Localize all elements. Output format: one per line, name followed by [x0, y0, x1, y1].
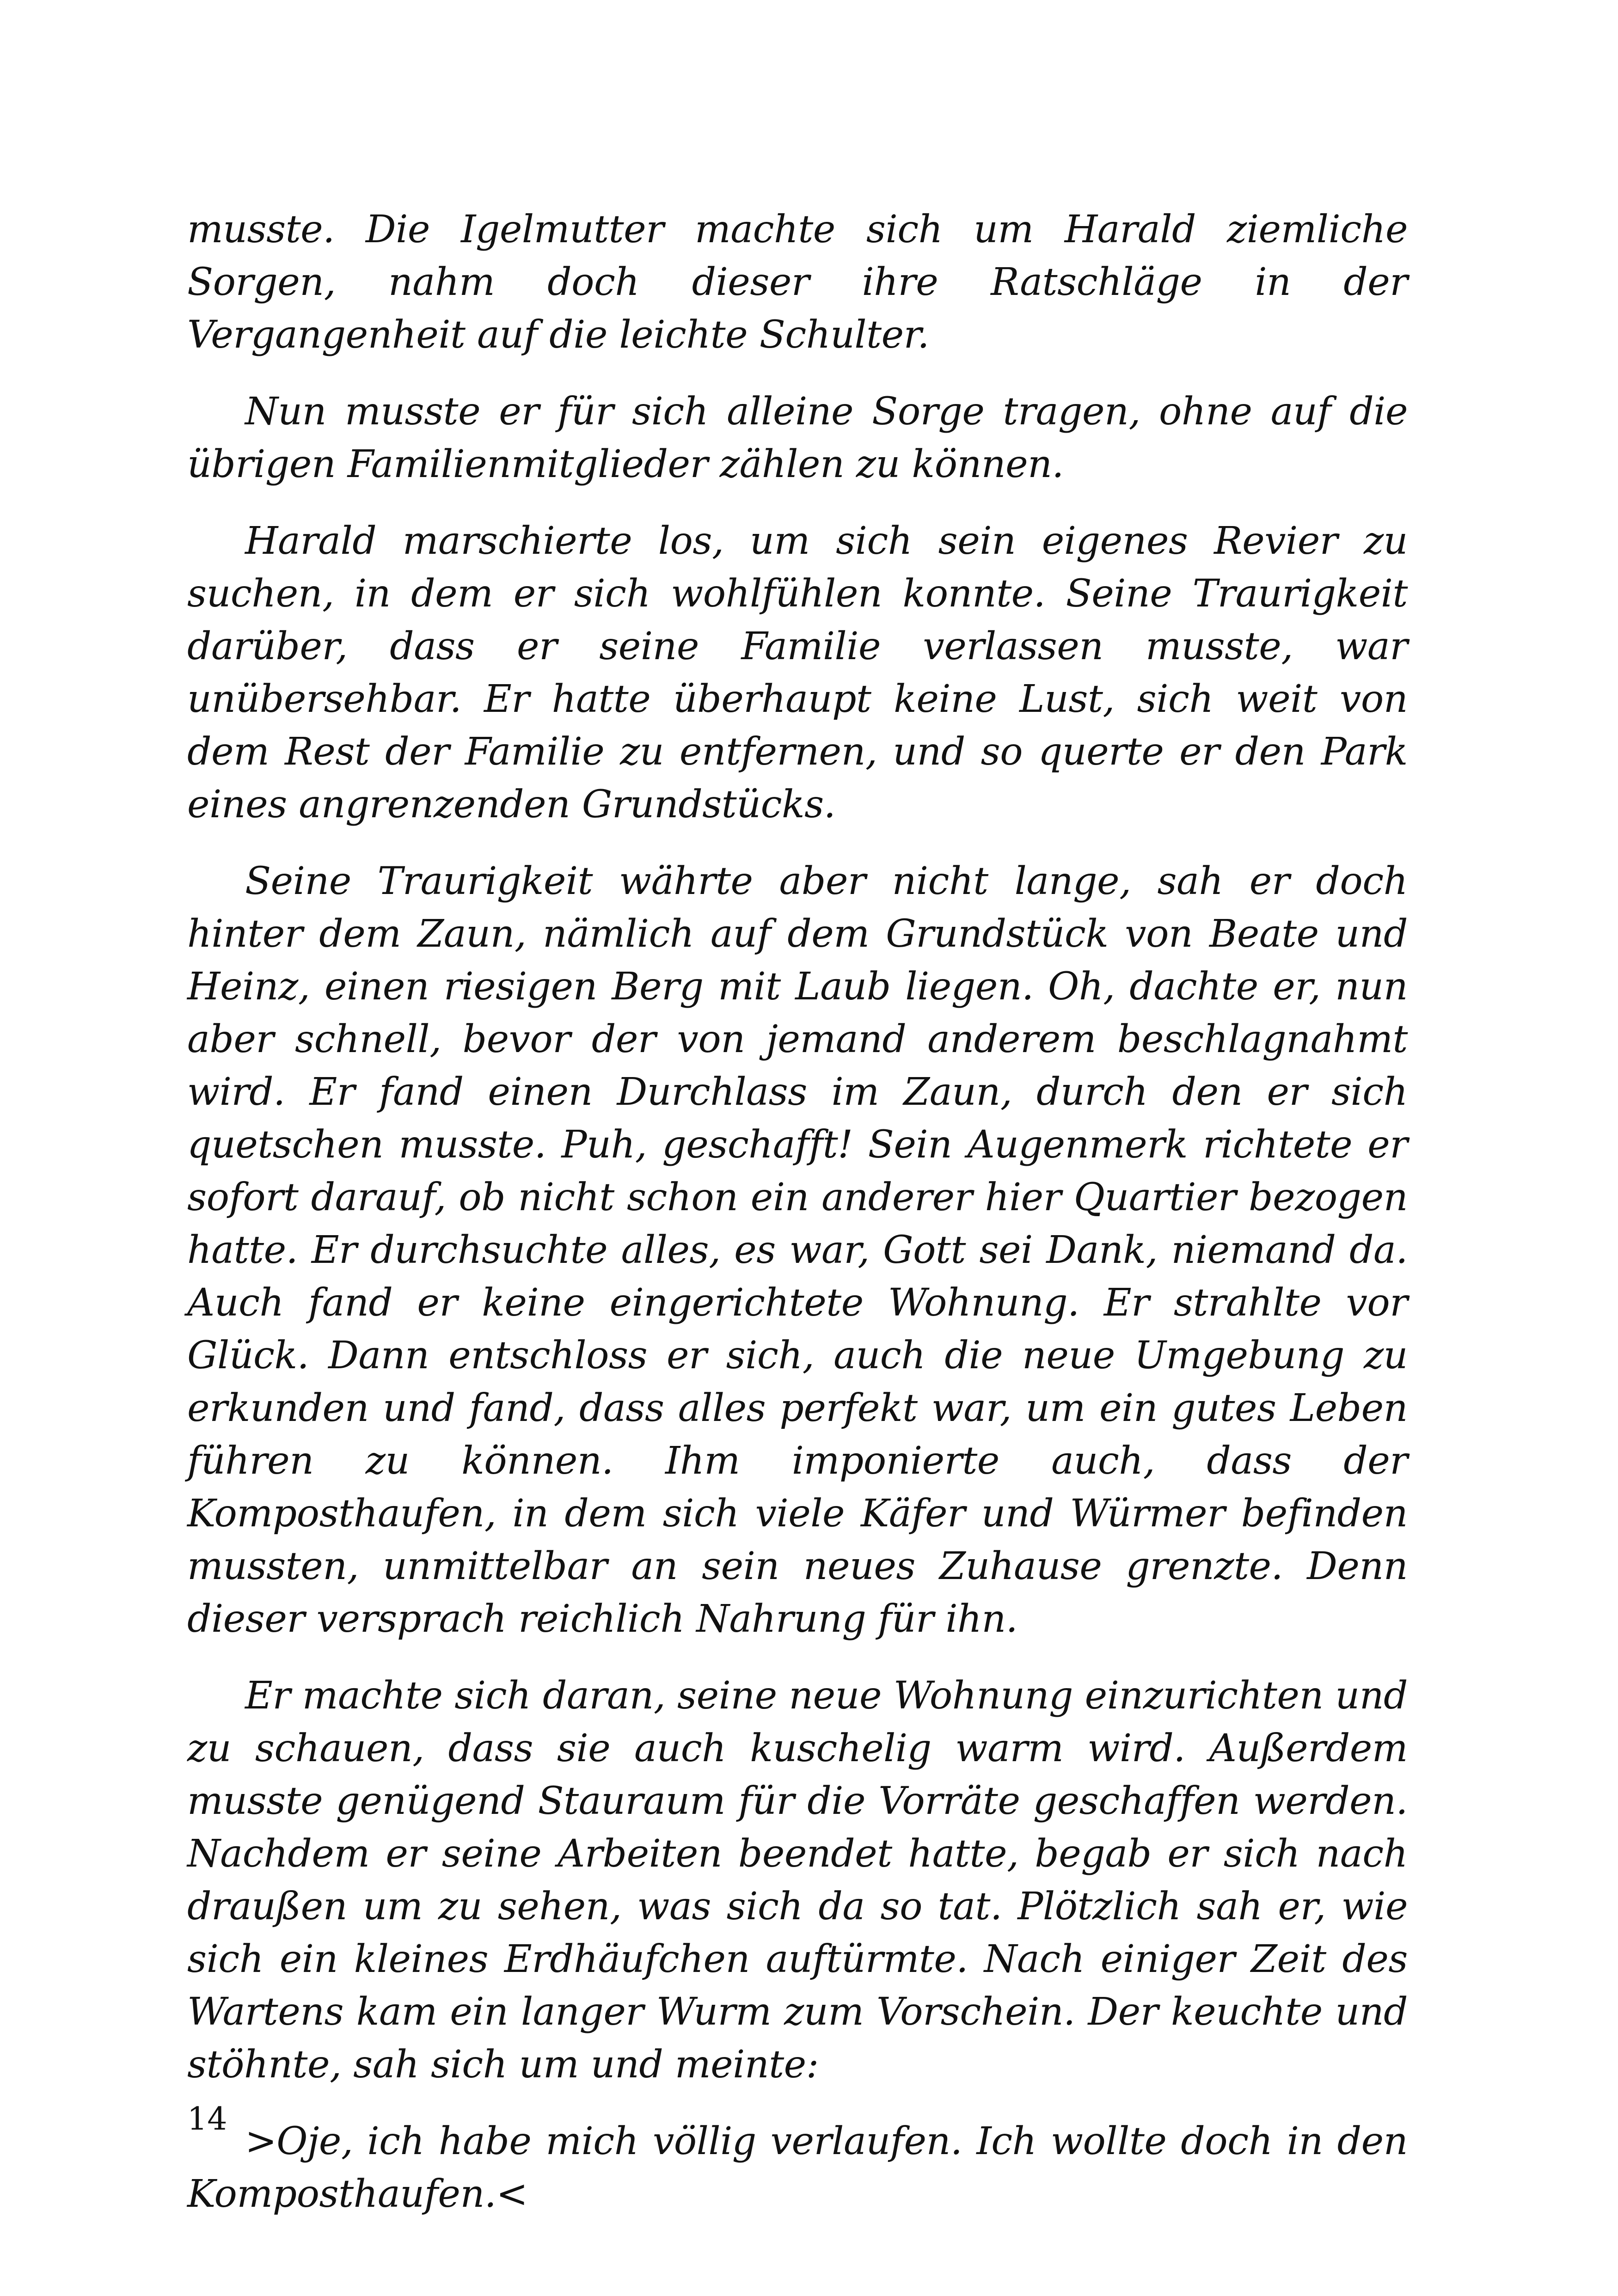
- paragraph-4: Seine Traurigkeit währte aber nicht lange, sah er doch hinter dem Zaun, nämlich auf dem Grundstück von Beate und Heinz, einen riesigen Berg mit Laub liegen. Oh, dachte er, nun aber schnell, bevor der von jemand anderem beschlagnahmt wird. Er fand einen Durchlass im Zaun, durch den er sich quetschen musste. Puh, geschafft! Sein Augenmerk richtete er sofort darauf, ob nicht schon ein anderer hier Quartier bezogen hatte. Er durchsuchte alles, es war, Gott sei Dank, niemand da. Auch fand er keine eingerichtete Wohnung. Er strahlte vor Glück. Dann entschloss er sich, auch die neue Umgebung zu erkunden und fand, dass alles perfekt war, um ein gutes Leben führen zu können. Ihm imponierte auch, dass der Komposthaufen, in dem sich viele Käfer und Würmer befinden mussten, unmittelbar an sein neues Zuhause grenzte. Denn dieser versprach reichlich Nahrung für ihn.: [187, 859, 1408, 1641]
- page-number: 14: [187, 2101, 227, 2137]
- paragraph-6: >Oje, ich habe mich völlig verlaufen. Ich wollte doch in den Komposthaufen.<: [187, 2119, 1408, 2216]
- body-text: [187, 203, 1408, 2245]
- paragraph-1: musste. Die Igelmutter machte sich um Harald ziemliche Sorgen, nahm doch dieser ihre Ratschläge in der Vergangenheit auf die leichte Schulter.: [187, 208, 1408, 357]
- paragraph-5: Er machte sich daran, seine neue Wohnung einzurichten und zu schauen, dass sie auch kuschelig warm wird. Außerdem musste genügend Stauraum für die Vorräte geschaffen werden. Nachdem er seine Arbeiten beendet hatte, begab er sich nach draußen um zu sehen, was sich da so tat. Plötzlich sah er, wie sich ein kleines Erdhäufchen auftürmte. Nach einiger Zeit des Wartens kam ein langer Wurm zum Vorschein. Der keuchte und stöhnte, sah sich um und meinte:: [187, 1674, 1408, 2087]
- paragraph-2: Nun musste er für sich alleine Sorge tragen, ohne auf die übrigen Familienmitglieder zählen zu können.: [187, 390, 1408, 486]
- paragraph-3: Harald marschierte los, um sich sein eigenes Revier zu suchen, in dem er sich wohlfühlen konnte. Seine Traurigkeit darüber, dass er seine Familie verlassen musste, war unübersehbar. Er hatte überhaupt keine Lust, sich weit von dem Rest der Familie zu entfernen, und so querte er den Park eines angrenzenden Grundstücks.: [187, 519, 1408, 827]
